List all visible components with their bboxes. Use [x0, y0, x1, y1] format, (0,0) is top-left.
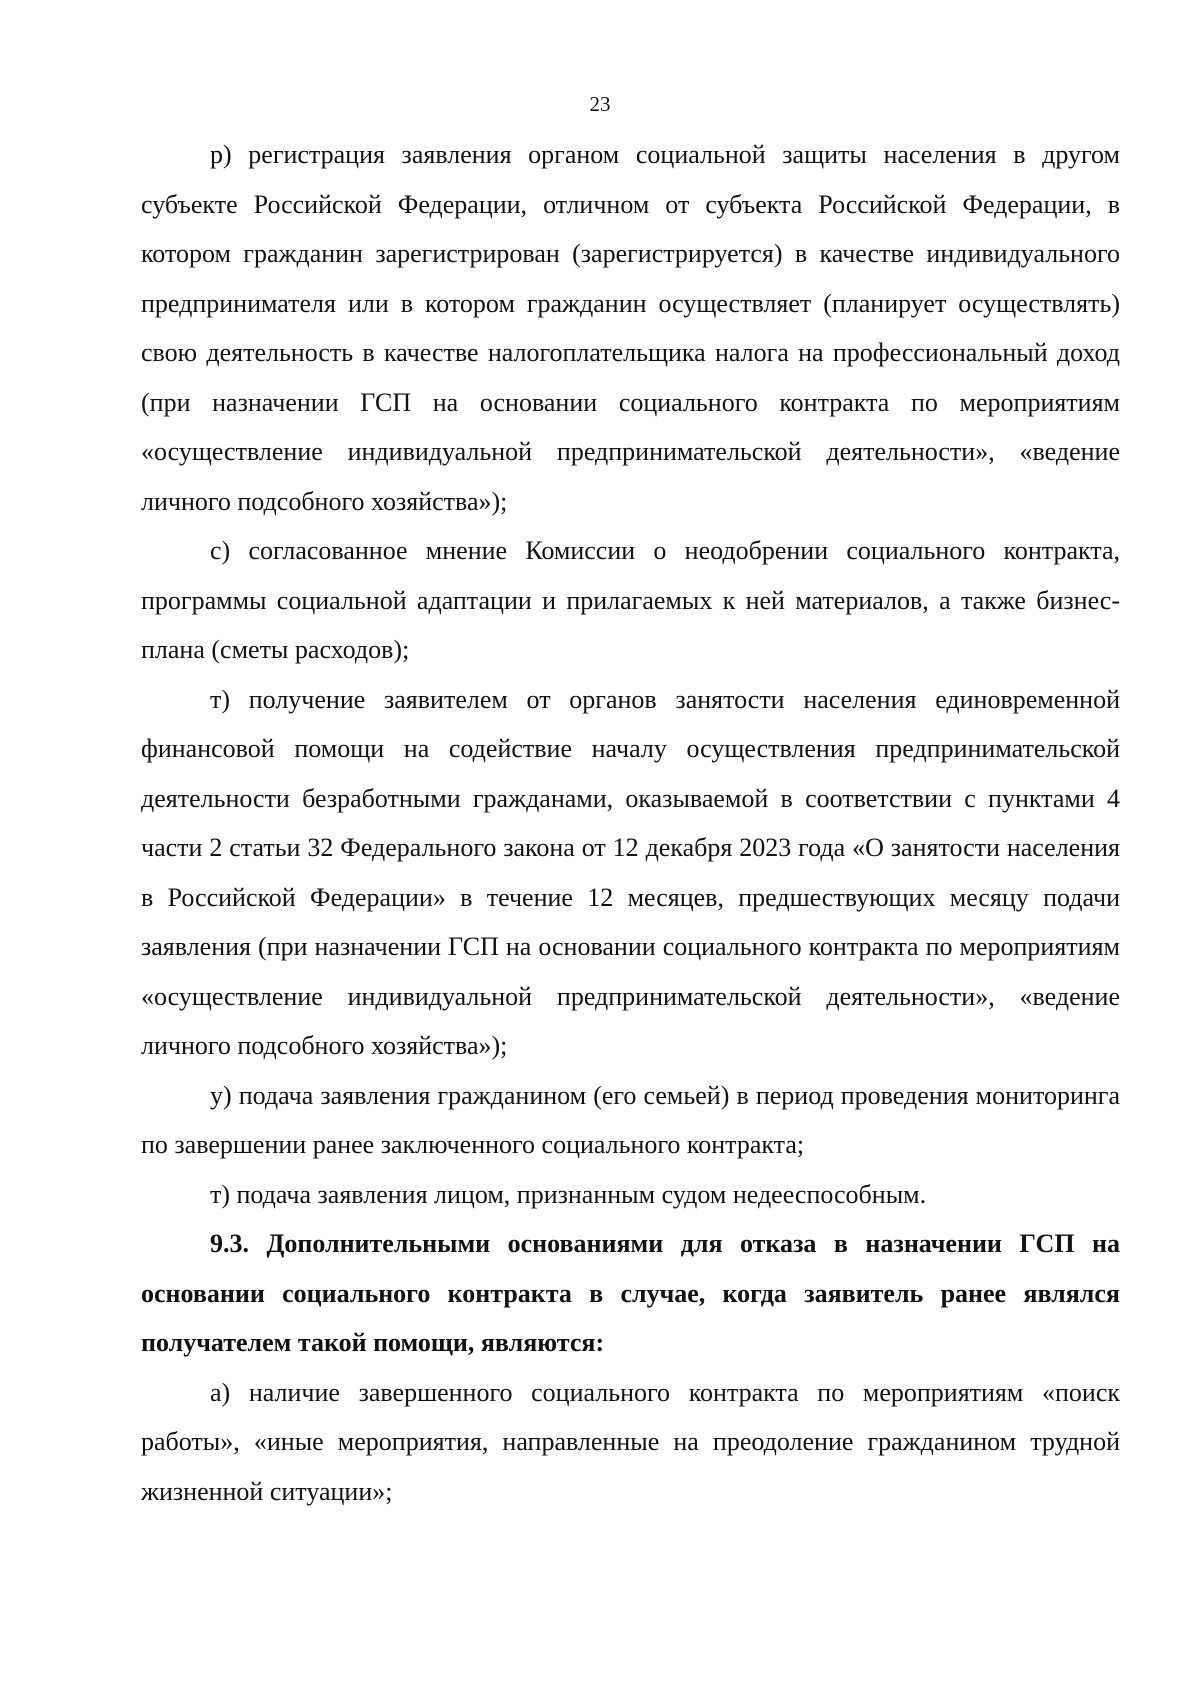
paragraph-item-u: у) подача заявления гражданином (его семьей) в период проведения мониторинга по завершении ранее заключенного социального контракта; — [141, 1080, 1120, 1159]
paragraph-item-a: а) наличие завершенного социального контракта по мероприятиям «поиск работы», «иные мероприятия, направленные на преодоление гражданином трудной жизненной ситуации»; — [141, 1377, 1120, 1506]
document-body — [141, 130, 1120, 1516]
paragraph-item-t-second: т) подача заявления лицом, признанным судом недееспособным. — [210, 1179, 927, 1209]
paragraph-item-r: р) регистрация заявления органом социальной защиты населения в другом субъекте Российской Федерации, отличном от субъекта Российской Федерации, в котором гражданин зарегистрирован (зарегистрируется) в качестве индивидуального предпринимателя или в котором гражданин осуществляет (планирует осуществлять) свою деятельность в качестве налогоплательщика налога на профессиональный доход (при назначении ГСП на основании социального контракта по мероприятиям «осуществление индивидуальной предпринимательской деятельности», «ведение личного подсобного хозяйства»); — [141, 140, 1120, 516]
paragraph-item-s: с) согласованное мнение Комиссии о неодобрении социального контракта, программы социальной адаптации и прилагаемых к ней материалов, а также бизнес-плана (сметы расходов); — [141, 536, 1120, 664]
page-number: 23 — [589, 92, 611, 116]
section-heading-9-3: 9.3. Дополнительными основаниями для отказа в назначении ГСП на основании социального контракта в случае, когда заявитель ранее являлся получателем такой помощи, являются: — [141, 1229, 1120, 1357]
paragraph-item-t: т) получение заявителем от органов занятости населения единовременной финансовой помощи на содействие началу осуществления предпринимательской деятельности безработными гражданами, оказываемой в соответствии с пунктами 4 части 2 статьи 32 Федерального закона от 12 декабря 2023 года «О занятости населения в Российской Федерации» в течение 12 месяцев, предшествующих месяцу подачи заявления (при назначении ГСП на основании социального контракта по мероприятиям «осуществление индивидуальной предпринимательской деятельности», «ведение личного подсобного хозяйства»); — [141, 684, 1120, 1060]
